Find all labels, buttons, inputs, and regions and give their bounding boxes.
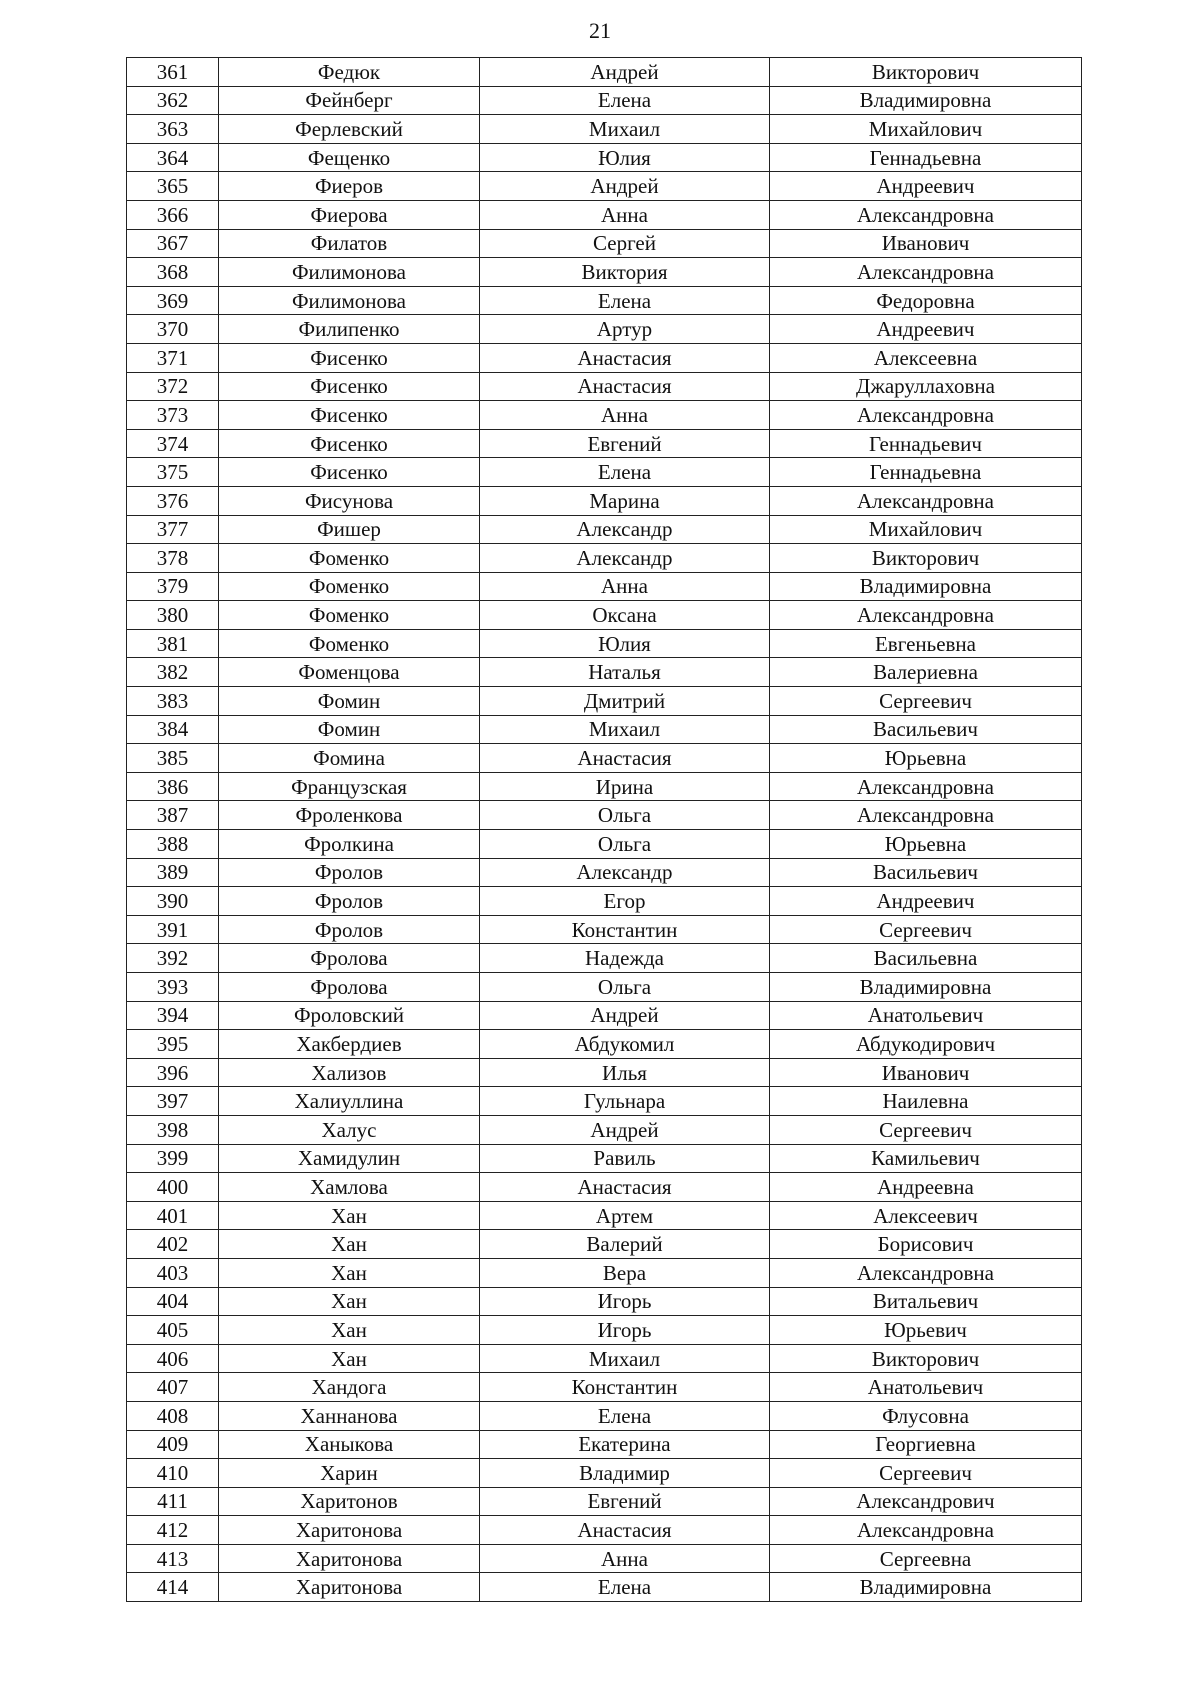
table-row: [127, 58, 1082, 87]
first-name-cell: Равиль: [480, 1144, 770, 1173]
first-name-cell: Константин: [480, 915, 770, 944]
table-row: [127, 858, 1082, 887]
first-name-cell: Михаил: [480, 115, 770, 144]
surname-cell: Фоменко: [219, 572, 480, 601]
patronymic-cell: Васильевна: [770, 944, 1082, 973]
row-number-cell: 375: [127, 458, 219, 487]
table-row: [127, 1115, 1082, 1144]
first-name-cell: Егор: [480, 887, 770, 916]
surname-cell: Хан: [219, 1344, 480, 1373]
page-number: 21: [589, 18, 611, 43]
patronymic-cell: Викторович: [770, 544, 1082, 573]
patronymic-cell: Иванович: [770, 1058, 1082, 1087]
first-name-cell: Елена: [480, 1401, 770, 1430]
patronymic-cell: Флусовна: [770, 1401, 1082, 1430]
first-name-cell: Евгений: [480, 429, 770, 458]
first-name-cell: Анастасия: [480, 372, 770, 401]
table-row: [127, 1487, 1082, 1516]
row-number-cell: 386: [127, 772, 219, 801]
table-row: [127, 687, 1082, 716]
table-row: [127, 1144, 1082, 1173]
table-row: [127, 629, 1082, 658]
first-name-cell: Ольга: [480, 801, 770, 830]
row-number-cell: 371: [127, 343, 219, 372]
first-name-cell: Екатерина: [480, 1430, 770, 1459]
first-name-cell: Надежда: [480, 944, 770, 973]
first-name-cell: Анастасия: [480, 744, 770, 773]
row-number-cell: 403: [127, 1258, 219, 1287]
patronymic-cell: Викторович: [770, 1344, 1082, 1373]
first-name-cell: Ольга: [480, 830, 770, 859]
table-row: [127, 1573, 1082, 1602]
table-row: [127, 887, 1082, 916]
first-name-cell: Артур: [480, 315, 770, 344]
row-number-cell: 363: [127, 115, 219, 144]
first-name-cell: Анастасия: [480, 1516, 770, 1545]
table-row: [127, 429, 1082, 458]
surname-cell: Фисенко: [219, 429, 480, 458]
row-number-cell: 405: [127, 1316, 219, 1345]
table-row: [127, 1230, 1082, 1259]
first-name-cell: Елена: [480, 86, 770, 115]
patronymic-cell: Александровна: [770, 200, 1082, 229]
surname-cell: Хализов: [219, 1058, 480, 1087]
row-number-cell: 376: [127, 486, 219, 515]
surname-cell: Фиерова: [219, 200, 480, 229]
patronymic-cell: Сергеевич: [770, 1459, 1082, 1488]
surname-cell: Фролов: [219, 887, 480, 916]
patronymic-cell: Андреевна: [770, 1173, 1082, 1202]
surname-cell: Французская: [219, 772, 480, 801]
row-number-cell: 393: [127, 973, 219, 1002]
surname-cell: Фисенко: [219, 458, 480, 487]
row-number-cell: 397: [127, 1087, 219, 1116]
row-number-cell: 407: [127, 1373, 219, 1402]
patronymic-cell: Александровна: [770, 801, 1082, 830]
row-number-cell: 400: [127, 1173, 219, 1202]
first-name-cell: Марина: [480, 486, 770, 515]
first-name-cell: Игорь: [480, 1316, 770, 1345]
patronymic-cell: Александровна: [770, 601, 1082, 630]
table-row: [127, 544, 1082, 573]
surname-cell: Фоменцова: [219, 658, 480, 687]
surname-cell: Филимонова: [219, 258, 480, 287]
first-name-cell: Елена: [480, 458, 770, 487]
patronymic-cell: Владимировна: [770, 1573, 1082, 1602]
first-name-cell: Илья: [480, 1058, 770, 1087]
patronymic-cell: Камильевич: [770, 1144, 1082, 1173]
surname-cell: Харитонова: [219, 1573, 480, 1602]
patronymic-cell: Геннадьевна: [770, 143, 1082, 172]
patronymic-cell: Андреевич: [770, 887, 1082, 916]
first-name-cell: Андрей: [480, 1115, 770, 1144]
first-name-cell: Артем: [480, 1201, 770, 1230]
surname-cell: Харин: [219, 1459, 480, 1488]
patronymic-cell: Владимировна: [770, 86, 1082, 115]
row-number-cell: 378: [127, 544, 219, 573]
table-row: [127, 458, 1082, 487]
surname-cell: Фисенко: [219, 372, 480, 401]
row-number-cell: 388: [127, 830, 219, 859]
surname-cell: Фролов: [219, 915, 480, 944]
first-name-cell: Юлия: [480, 143, 770, 172]
patronymic-cell: Анатольевич: [770, 1373, 1082, 1402]
table-row: [127, 1430, 1082, 1459]
patronymic-cell: Федоровна: [770, 286, 1082, 315]
patronymic-cell: Васильевич: [770, 715, 1082, 744]
surname-cell: Фролкина: [219, 830, 480, 859]
patronymic-cell: Александровна: [770, 1258, 1082, 1287]
row-number-cell: 366: [127, 200, 219, 229]
first-name-cell: Валерий: [480, 1230, 770, 1259]
row-number-cell: 401: [127, 1201, 219, 1230]
patronymic-cell: Сергеевич: [770, 687, 1082, 716]
surname-cell: Фисенко: [219, 343, 480, 372]
table-row: [127, 86, 1082, 115]
table-row: [127, 1401, 1082, 1430]
first-name-cell: Ирина: [480, 772, 770, 801]
first-name-cell: Анна: [480, 1544, 770, 1573]
table-row: [127, 343, 1082, 372]
surname-cell: Ханнанова: [219, 1401, 480, 1430]
table-row: [127, 1030, 1082, 1059]
table-row: [127, 772, 1082, 801]
surname-cell: Хан: [219, 1258, 480, 1287]
row-number-cell: 392: [127, 944, 219, 973]
surname-cell: Филатов: [219, 229, 480, 258]
row-number-cell: 391: [127, 915, 219, 944]
table-row: [127, 315, 1082, 344]
patronymic-cell: Андреевич: [770, 172, 1082, 201]
patronymic-cell: Юрьевна: [770, 830, 1082, 859]
table-row: [127, 143, 1082, 172]
patronymic-cell: Михайлович: [770, 115, 1082, 144]
surname-cell: Фомин: [219, 687, 480, 716]
first-name-cell: Ольга: [480, 973, 770, 1002]
surname-cell: Хан: [219, 1230, 480, 1259]
first-name-cell: Андрей: [480, 172, 770, 201]
row-number-cell: 384: [127, 715, 219, 744]
table-row: [127, 1087, 1082, 1116]
table-row: [127, 1344, 1082, 1373]
first-name-cell: Владимир: [480, 1459, 770, 1488]
row-number-cell: 408: [127, 1401, 219, 1430]
roster-table: [126, 57, 1082, 1602]
patronymic-cell: Евгеньевна: [770, 629, 1082, 658]
surname-cell: Фроловский: [219, 1001, 480, 1030]
first-name-cell: Александр: [480, 544, 770, 573]
surname-cell: Фролов: [219, 858, 480, 887]
row-number-cell: 389: [127, 858, 219, 887]
row-number-cell: 413: [127, 1544, 219, 1573]
patronymic-cell: Абдукодирович: [770, 1030, 1082, 1059]
first-name-cell: Елена: [480, 1573, 770, 1602]
table-row: [127, 572, 1082, 601]
first-name-cell: Анна: [480, 401, 770, 430]
patronymic-cell: Александрович: [770, 1487, 1082, 1516]
first-name-cell: Анна: [480, 572, 770, 601]
surname-cell: Хамидулин: [219, 1144, 480, 1173]
table-row: [127, 1258, 1082, 1287]
surname-cell: Филипенко: [219, 315, 480, 344]
table-row: [127, 1287, 1082, 1316]
first-name-cell: Игорь: [480, 1287, 770, 1316]
surname-cell: Фейнберг: [219, 86, 480, 115]
patronymic-cell: Владимировна: [770, 973, 1082, 1002]
patronymic-cell: Викторович: [770, 58, 1082, 87]
patronymic-cell: Юрьевна: [770, 744, 1082, 773]
table-row: [127, 1459, 1082, 1488]
patronymic-cell: Юрьевич: [770, 1316, 1082, 1345]
row-number-cell: 404: [127, 1287, 219, 1316]
row-number-cell: 402: [127, 1230, 219, 1259]
patronymic-cell: Алексеевич: [770, 1201, 1082, 1230]
row-number-cell: 410: [127, 1459, 219, 1488]
row-number-cell: 396: [127, 1058, 219, 1087]
surname-cell: Хан: [219, 1287, 480, 1316]
surname-cell: Филимонова: [219, 286, 480, 315]
table-row: [127, 1544, 1082, 1573]
patronymic-cell: Александровна: [770, 1516, 1082, 1545]
table-row: [127, 744, 1082, 773]
patronymic-cell: Витальевич: [770, 1287, 1082, 1316]
row-number-cell: 373: [127, 401, 219, 430]
row-number-cell: 377: [127, 515, 219, 544]
patronymic-cell: Сергеевич: [770, 1115, 1082, 1144]
table-row: [127, 229, 1082, 258]
first-name-cell: Андрей: [480, 58, 770, 87]
table-row: [127, 658, 1082, 687]
surname-cell: Фоменко: [219, 629, 480, 658]
surname-cell: Харитонова: [219, 1544, 480, 1573]
row-number-cell: 409: [127, 1430, 219, 1459]
row-number-cell: 406: [127, 1344, 219, 1373]
row-number-cell: 367: [127, 229, 219, 258]
surname-cell: Фисунова: [219, 486, 480, 515]
surname-cell: Хакбердиев: [219, 1030, 480, 1059]
first-name-cell: Александр: [480, 515, 770, 544]
row-number-cell: 364: [127, 143, 219, 172]
first-name-cell: Гульнара: [480, 1087, 770, 1116]
row-number-cell: 380: [127, 601, 219, 630]
table-row: [127, 1173, 1082, 1202]
first-name-cell: Евгений: [480, 1487, 770, 1516]
surname-cell: Ферлевский: [219, 115, 480, 144]
first-name-cell: Юлия: [480, 629, 770, 658]
row-number-cell: 390: [127, 887, 219, 916]
row-number-cell: 395: [127, 1030, 219, 1059]
surname-cell: Фоменко: [219, 544, 480, 573]
patronymic-cell: Джаруллаховна: [770, 372, 1082, 401]
patronymic-cell: Валериевна: [770, 658, 1082, 687]
patronymic-cell: Владимировна: [770, 572, 1082, 601]
patronymic-cell: Васильевич: [770, 858, 1082, 887]
table-row: [127, 115, 1082, 144]
patronymic-cell: Георгиевна: [770, 1430, 1082, 1459]
row-number-cell: 399: [127, 1144, 219, 1173]
table-row: [127, 973, 1082, 1002]
surname-cell: Фещенко: [219, 143, 480, 172]
patronymic-cell: Андреевич: [770, 315, 1082, 344]
row-number-cell: 412: [127, 1516, 219, 1545]
patronymic-cell: Сергеевна: [770, 1544, 1082, 1573]
surname-cell: Фисенко: [219, 401, 480, 430]
table-row: [127, 286, 1082, 315]
row-number-cell: 369: [127, 286, 219, 315]
row-number-cell: 398: [127, 1115, 219, 1144]
patronymic-cell: Александровна: [770, 772, 1082, 801]
patronymic-cell: Геннадьевич: [770, 429, 1082, 458]
table-row: [127, 1316, 1082, 1345]
surname-cell: Хандога: [219, 1373, 480, 1402]
surname-cell: Харитонов: [219, 1487, 480, 1516]
surname-cell: Фроленкова: [219, 801, 480, 830]
table-row: [127, 1001, 1082, 1030]
patronymic-cell: Наилевна: [770, 1087, 1082, 1116]
patronymic-cell: Александровна: [770, 486, 1082, 515]
surname-cell: Фролова: [219, 944, 480, 973]
first-name-cell: Александр: [480, 858, 770, 887]
table-row: [127, 601, 1082, 630]
first-name-cell: Виктория: [480, 258, 770, 287]
first-name-cell: Наталья: [480, 658, 770, 687]
table-row: [127, 1516, 1082, 1545]
patronymic-cell: Геннадьевна: [770, 458, 1082, 487]
row-number-cell: 368: [127, 258, 219, 287]
table-row: [127, 1373, 1082, 1402]
table-row: [127, 801, 1082, 830]
row-number-cell: 372: [127, 372, 219, 401]
table-row: [127, 486, 1082, 515]
first-name-cell: Сергей: [480, 229, 770, 258]
table-row: [127, 258, 1082, 287]
row-number-cell: 370: [127, 315, 219, 344]
table-row: [127, 915, 1082, 944]
first-name-cell: Анастасия: [480, 1173, 770, 1202]
row-number-cell: 411: [127, 1487, 219, 1516]
table-row: [127, 172, 1082, 201]
roster-body: [127, 58, 1082, 1602]
table-row: [127, 1201, 1082, 1230]
table-row: [127, 200, 1082, 229]
first-name-cell: Михаил: [480, 1344, 770, 1373]
first-name-cell: Анна: [480, 200, 770, 229]
patronymic-cell: Борисович: [770, 1230, 1082, 1259]
surname-cell: Хамлова: [219, 1173, 480, 1202]
surname-cell: Фишер: [219, 515, 480, 544]
patronymic-cell: Иванович: [770, 229, 1082, 258]
surname-cell: Хан: [219, 1201, 480, 1230]
row-number-cell: 414: [127, 1573, 219, 1602]
surname-cell: Федюк: [219, 58, 480, 87]
patronymic-cell: Сергеевич: [770, 915, 1082, 944]
table-row: [127, 401, 1082, 430]
table-row: [127, 715, 1082, 744]
first-name-cell: Елена: [480, 286, 770, 315]
surname-cell: Фролова: [219, 973, 480, 1002]
patronymic-cell: Алексеевна: [770, 343, 1082, 372]
row-number-cell: 379: [127, 572, 219, 601]
row-number-cell: 394: [127, 1001, 219, 1030]
row-number-cell: 387: [127, 801, 219, 830]
patronymic-cell: Александровна: [770, 401, 1082, 430]
row-number-cell: 374: [127, 429, 219, 458]
surname-cell: Фиеров: [219, 172, 480, 201]
row-number-cell: 383: [127, 687, 219, 716]
surname-cell: Хан: [219, 1316, 480, 1345]
first-name-cell: Константин: [480, 1373, 770, 1402]
table-row: [127, 1058, 1082, 1087]
table-row: [127, 372, 1082, 401]
first-name-cell: Дмитрий: [480, 687, 770, 716]
row-number-cell: 361: [127, 58, 219, 87]
surname-cell: Халиуллина: [219, 1087, 480, 1116]
row-number-cell: 362: [127, 86, 219, 115]
first-name-cell: Анастасия: [480, 343, 770, 372]
table-row: [127, 830, 1082, 859]
row-number-cell: 382: [127, 658, 219, 687]
surname-cell: Харитонова: [219, 1516, 480, 1545]
first-name-cell: Андрей: [480, 1001, 770, 1030]
patronymic-cell: Александровна: [770, 258, 1082, 287]
surname-cell: Фомина: [219, 744, 480, 773]
table-row: [127, 515, 1082, 544]
surname-cell: Ханыкова: [219, 1430, 480, 1459]
row-number-cell: 365: [127, 172, 219, 201]
first-name-cell: Вера: [480, 1258, 770, 1287]
row-number-cell: 381: [127, 629, 219, 658]
patronymic-cell: Михайлович: [770, 515, 1082, 544]
first-name-cell: Оксана: [480, 601, 770, 630]
surname-cell: Фоменко: [219, 601, 480, 630]
table-row: [127, 944, 1082, 973]
first-name-cell: Абдукомил: [480, 1030, 770, 1059]
surname-cell: Халус: [219, 1115, 480, 1144]
surname-cell: Фомин: [219, 715, 480, 744]
first-name-cell: Михаил: [480, 715, 770, 744]
patronymic-cell: Анатольевич: [770, 1001, 1082, 1030]
row-number-cell: 385: [127, 744, 219, 773]
